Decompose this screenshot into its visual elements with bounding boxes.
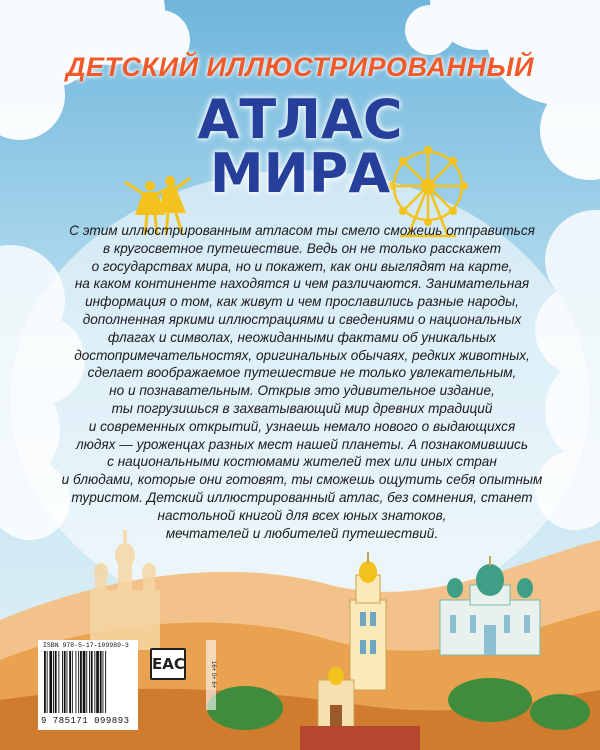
barcode-bar (47, 651, 48, 713)
description-line: и блюдами, которые они готовят, ты сможешь ощутить себя опытным (61, 472, 543, 488)
barcode-bar (83, 651, 86, 713)
description-line: сделает воображаемое путешествие не только увлекательным, (87, 365, 517, 381)
barcode-bar (49, 651, 52, 713)
barcode-bar (58, 651, 59, 713)
description-line: достопримечательностях, оригинальных обычаях, редких животных, (74, 347, 530, 363)
title-atlas: АТЛАС (197, 88, 403, 151)
title-subtitle: ДЕТСКИЙ ИЛЛЮСТРИРОВАННЫЙ (66, 52, 534, 82)
barcode-bar (103, 651, 104, 713)
barcode-bar (62, 651, 63, 713)
description-line: мечтателей и любителей путешествий. (165, 525, 439, 541)
barcode-bar (96, 651, 99, 713)
barcode-bar (69, 651, 71, 713)
description-line: людях — уроженцах разных мест нашей планеты. А познакомившись (75, 436, 529, 452)
brick-wall (300, 726, 420, 750)
description-line: С этим иллюстрированным атласом ты смело сможешь отправиться (69, 223, 535, 238)
description-line: в кругосветное путешествие. Ведь он не только расскажет (102, 240, 502, 256)
description-line: туристом. Детский иллюстрированный атлас, без сомнения, станет (71, 489, 533, 505)
description-line: настольной книгой для всех юных знатоков, (157, 507, 447, 523)
barcode-bar (91, 651, 93, 713)
description-line: и современных открытий, узнаешь немало нового о выдающихся (88, 418, 516, 434)
title-world: МИРА (209, 142, 391, 205)
barcode-digits: 9 785171 099893 (41, 716, 130, 726)
barcode-bar (72, 651, 73, 713)
description-line: с национальными костюмами жителей тех или иных стран (107, 454, 497, 470)
barcode-bar (53, 651, 54, 713)
barcode-bar (94, 651, 95, 713)
barcode-bar (89, 651, 90, 713)
barcode-block (38, 640, 138, 730)
description-line: ты погрузишься в захватывающий мир древних традиций (111, 400, 493, 416)
barcode-bar (80, 651, 82, 713)
barcode-icon (38, 651, 138, 717)
eac-certification-mark: EAC (150, 648, 186, 680)
description-line: информация о том, как живут и чем прославились разные народы, (85, 294, 519, 310)
description-line: но и познавательным. Открыв это удивительное издание, (109, 383, 495, 399)
barcode-bar (78, 651, 79, 713)
description-line: на каком континенте находятся и чем различаются. Занимательная (74, 276, 530, 292)
description-line: флагах и символах, неожиданными фактами об уникальных (107, 329, 497, 345)
barcode-bar (76, 651, 77, 713)
barcode-bar (105, 651, 106, 713)
book-description (42, 222, 562, 542)
description-line: о государствах мира, но и покажет, как они выглядят на карте, (91, 258, 513, 274)
barcode-bar (55, 651, 57, 713)
barcode-bar (86, 651, 87, 713)
isbn-number: ISBN 978-5-17-109989-3 (43, 642, 129, 649)
age-rating-code: 16+ 0+ 6+ (206, 640, 216, 710)
barcode-bar (64, 651, 66, 713)
barcode-bar (67, 651, 68, 713)
barcode-bar (44, 651, 46, 713)
barcode-bar (100, 651, 102, 713)
description-line: дополненная яркими иллюстрациями и сведениями о национальных (82, 311, 522, 327)
